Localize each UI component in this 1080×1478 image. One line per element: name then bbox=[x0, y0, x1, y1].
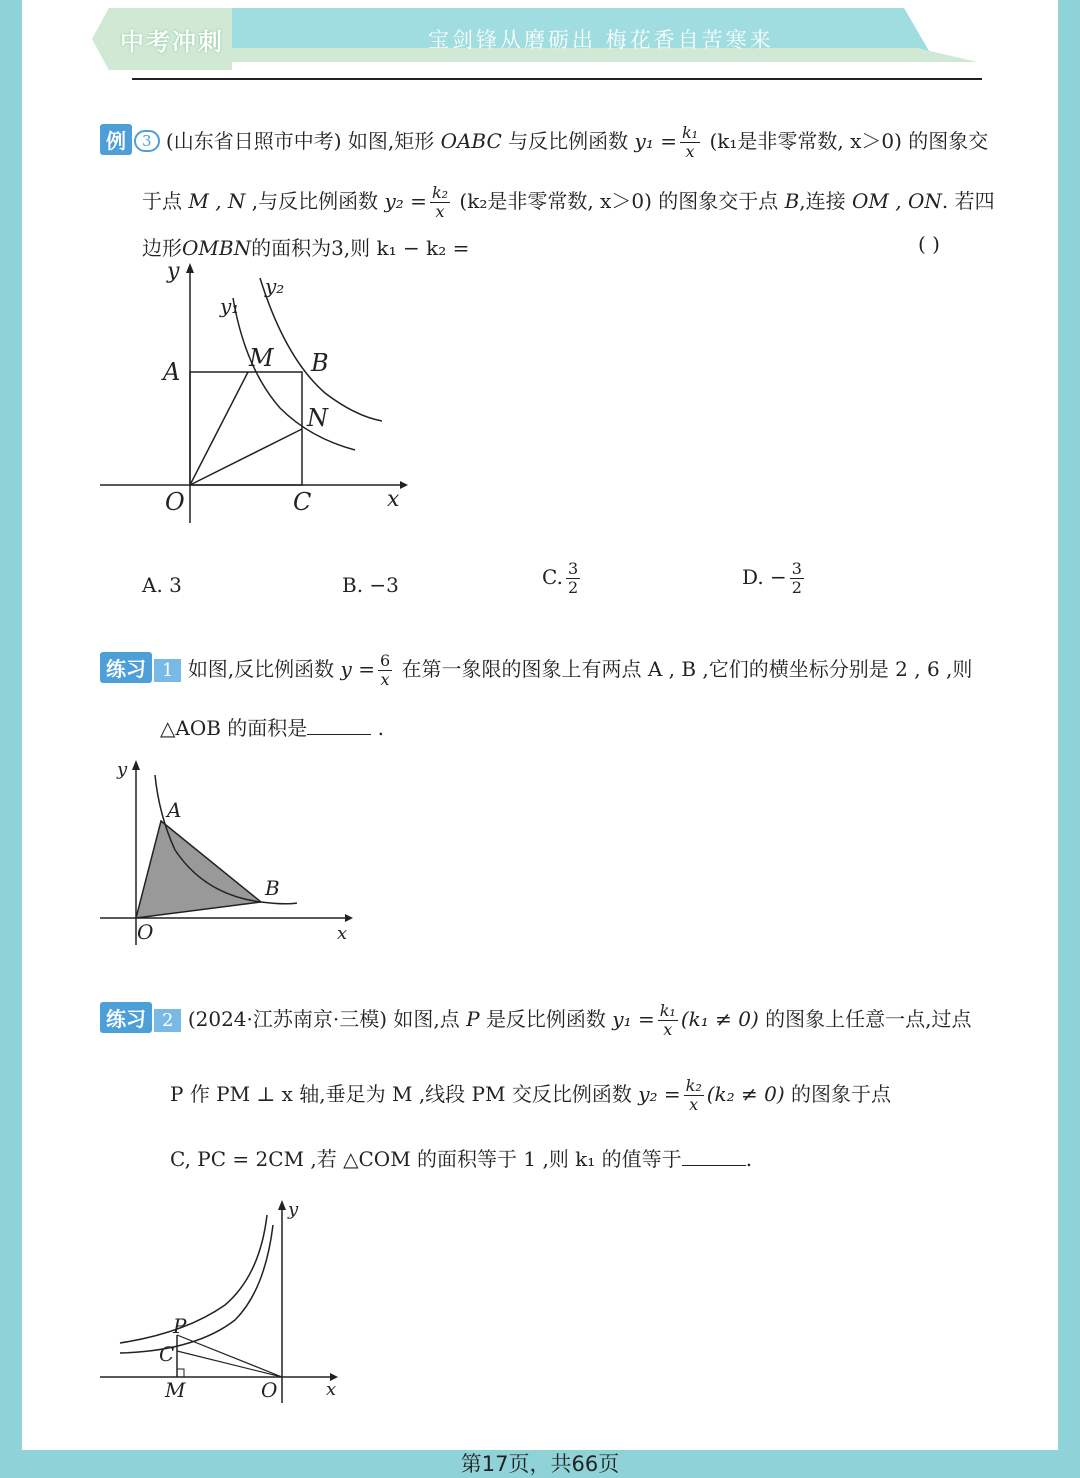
label-x: x bbox=[326, 1379, 337, 1400]
segment-on bbox=[190, 429, 302, 485]
example3-figure bbox=[95, 258, 415, 528]
label-b: B bbox=[311, 349, 329, 377]
example-number: 3 bbox=[134, 130, 160, 152]
practice1-figure bbox=[95, 755, 365, 955]
right-angle-mark bbox=[177, 1369, 184, 1377]
label-m: M bbox=[165, 1378, 186, 1402]
practice1-line1: 练习 1 如图,反比例函数 y = $\frac{6}{x}$ 在第一象限的图象上有两点 A , B ,它们的横坐标分别是 2 , 6 ,则 bbox=[100, 652, 972, 689]
x-axis-arrow bbox=[400, 481, 408, 489]
practice-badge: 练习 bbox=[100, 1002, 152, 1033]
label-y: y bbox=[117, 759, 128, 780]
example3-line3: 边形OMBN的面积为3,则 k₁ − k₂ = bbox=[142, 236, 470, 260]
page-footer: 第17页，共66页 bbox=[460, 1452, 620, 1476]
answer-blank bbox=[682, 1165, 746, 1166]
label-y: y bbox=[288, 1199, 299, 1220]
answer-paren: ( ) bbox=[918, 232, 940, 256]
triangle-aob bbox=[136, 821, 261, 918]
practice-number: 2 bbox=[154, 1009, 181, 1032]
segment-po bbox=[177, 1335, 282, 1377]
y-axis-arrow bbox=[186, 263, 194, 273]
label-y: y bbox=[167, 259, 180, 284]
practice1-line2: △AOB 的面积是 . bbox=[160, 716, 384, 740]
label-y2: y₂ bbox=[265, 274, 285, 298]
fraction-k1-over-x: $\frac{\text{k₁}}{x}$ bbox=[681, 123, 699, 161]
label-y1: y₁ bbox=[220, 294, 240, 318]
curve-y1 bbox=[120, 1215, 267, 1343]
header-rule bbox=[132, 78, 982, 80]
label-b: B bbox=[265, 876, 280, 900]
fraction-k2-over-x: $\frac{\text{k₂}}{x}$ bbox=[431, 183, 449, 221]
label-x: x bbox=[387, 487, 400, 512]
curve-y1 bbox=[233, 298, 355, 450]
segment-co bbox=[177, 1351, 282, 1377]
practice-number: 1 bbox=[154, 659, 181, 682]
example3-line1: 例 3 (山东省日照市中考) 如图,矩形 OABC 与反比例函数 y₁ = $\frac{\text{k₁}}{x}$ (k₁是非零常数, x＞0) 的图象交 bbox=[100, 124, 988, 161]
choice-c: C. $\frac{3}{2}$ bbox=[542, 559, 579, 597]
label-c: C bbox=[159, 1342, 175, 1366]
label-m: M bbox=[249, 344, 274, 372]
y-axis-arrow bbox=[278, 1200, 286, 1210]
choice-b: B. −3 bbox=[342, 573, 399, 597]
label-x: x bbox=[337, 923, 348, 944]
example3-line2: 于点 M , N ,与反比例函数 y₂ = $\frac{\text{k₂}}{x}$ (k₂是非零常数, x＞0) 的图象交于点 B,连接 OM , ON. 若四 bbox=[142, 183, 995, 221]
header-tag-text: 中考冲刺 bbox=[120, 28, 224, 56]
label-o: O bbox=[137, 920, 154, 944]
y-axis-arrow bbox=[132, 760, 140, 770]
choice-a: A. 3 bbox=[142, 573, 182, 597]
segment-om bbox=[190, 372, 248, 485]
practice2-line1: 练习 2 (2024·江苏南京·三模) 如图,点 P 是反比例函数 y₁ = $\frac{\text{k₁}}{x}$ (k₁ ≠ 0) 的图象上任意一点,过点 bbox=[100, 1002, 972, 1039]
fraction-6-over-x: $\frac{6}{x}$ bbox=[379, 651, 391, 689]
choice-d: D. − $\frac{3}{2}$ bbox=[742, 559, 802, 597]
label-o: O bbox=[165, 488, 185, 516]
practice2-line3: C, PC = 2CM ,若 △COM 的面积等于 1 ,则 k₁ 的值等于 . bbox=[170, 1147, 753, 1171]
answer-blank bbox=[307, 734, 371, 735]
example-badge: 例 bbox=[100, 124, 132, 155]
label-p: P bbox=[173, 1314, 187, 1338]
label-a: A bbox=[163, 358, 181, 386]
practice2-figure bbox=[95, 1195, 355, 1410]
curve-y2 bbox=[120, 1225, 273, 1353]
label-o: O bbox=[261, 1378, 278, 1402]
label-n: N bbox=[307, 404, 328, 432]
label-a: A bbox=[167, 798, 182, 822]
x-axis-arrow bbox=[345, 914, 353, 922]
practice-badge: 练习 bbox=[100, 652, 152, 683]
label-c: C bbox=[293, 488, 312, 516]
rectangle-oabc bbox=[190, 372, 302, 485]
practice2-line2: P 作 PM ⊥ x 轴,垂足为 M ,线段 PM 交反比例函数 y₂ = $\frac{\text{k₂}}{x}$ (k₂ ≠ 0) 的图象于点 bbox=[170, 1076, 892, 1114]
header-motto: 宝剑锋从磨砺出 梅花香自苦寒来 bbox=[428, 28, 774, 52]
